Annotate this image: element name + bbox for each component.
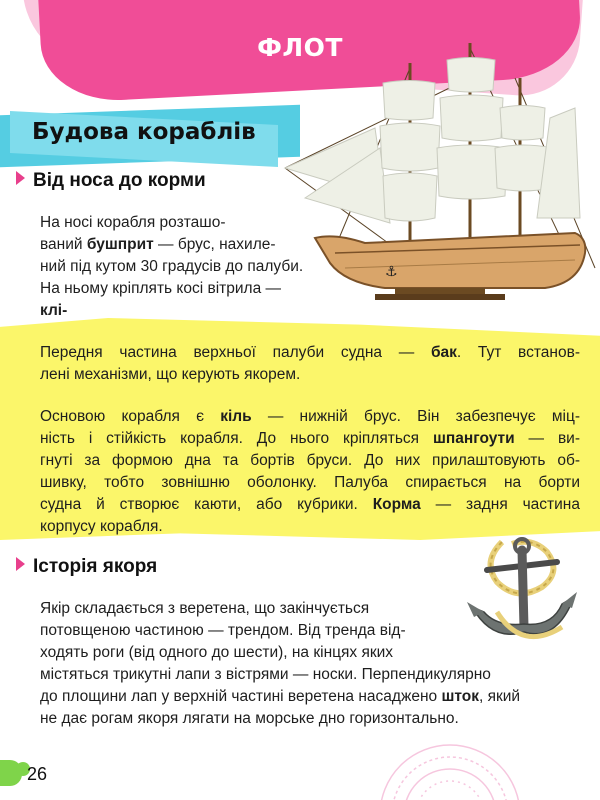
bullet-arrow-icon [16, 557, 25, 571]
text-line: ваний бушприт — брус, нахиле- [40, 236, 276, 253]
text-line: На носі корабля розташо- [40, 214, 226, 231]
text-line: потовщеною частиною — трендом. Від тренда від- [40, 622, 406, 639]
text-line: не дає рогам якоря лягати на морське дно горизонтально. [40, 710, 459, 727]
text-line: корпусу корабля. [40, 518, 163, 535]
text-line: гнуті за формою дна та бортів бруси. До них прилаштовують об- [40, 452, 580, 469]
subsection-heading-anchor-history [16, 556, 157, 578]
subsection-heading-text: Історія якоря [33, 556, 158, 577]
paragraph-anchor [40, 598, 580, 730]
text-line: ність і стійкість корабля. До нього кріпляться шпангоути — ви- [40, 430, 580, 447]
paragraph-keel [40, 406, 580, 538]
decorative-rosette [330, 735, 570, 800]
text-line: Передня частина верхньої палуби судна — бак. Тут встанов- [40, 344, 580, 361]
text-line: Якір складається з веретена, що закінчується [40, 600, 370, 617]
text-line: судна й створює каюти, або кубрики. Корма — задня частина [40, 496, 580, 513]
svg-text:⚓: ⚓ [385, 264, 398, 280]
text-line: Основою корабля є кіль — нижній брус. Він забезпечує міц- [40, 408, 581, 425]
page-header-title: ФЛОТ [257, 33, 343, 62]
text-line: до площини лап у верхній частині веретена насаджено шток, який [40, 688, 521, 705]
bullet-arrow-icon [16, 171, 25, 185]
subsection-heading-bow-to-stern [16, 170, 206, 192]
text-line: містяться трикутні лапи з вістрями — носки. Перпендикулярно [40, 666, 491, 683]
section-title: Будова кораблів [32, 119, 256, 145]
text-line: лені механізми, що керують якорем. [40, 366, 301, 383]
subsection-heading-text: Від носа до корми [33, 170, 206, 191]
text-line: На ньому кріплять косі вітрила — клі- [40, 280, 282, 319]
page-number: 26 [27, 764, 48, 784]
text-line: шивку, тобто зовнішню оболонку. Палуба спирається на борти [40, 474, 580, 491]
text-line: ний під кутом 30 градусів до палуби. [40, 258, 304, 275]
paragraph-forecastle [40, 342, 580, 386]
text-line: ходять роги (від одного до шести), на кінцях яких [40, 644, 394, 661]
sailing-ship-illustration [275, 38, 600, 306]
